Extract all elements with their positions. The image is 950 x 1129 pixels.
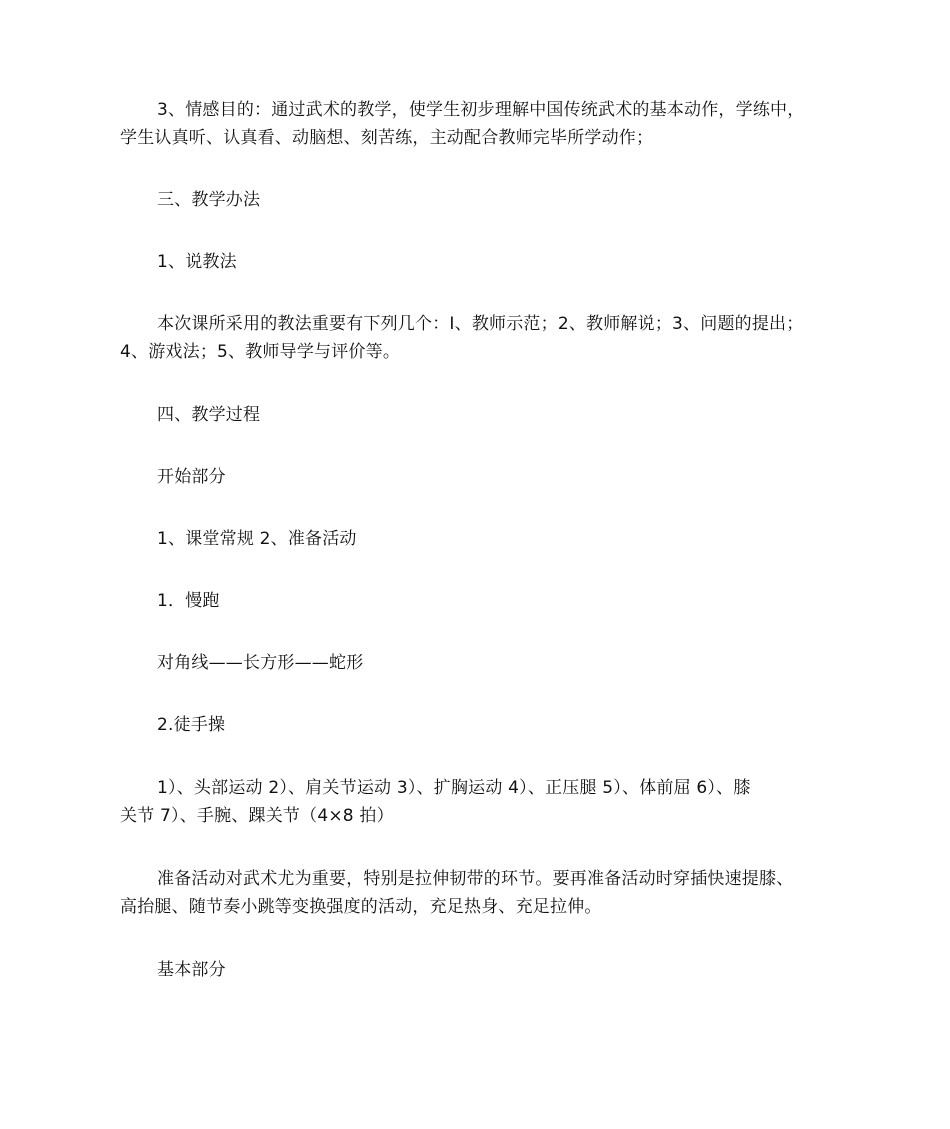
text-line: 开始部分 (157, 467, 226, 487)
heading-basic-part (120, 956, 832, 984)
heading-teaching-method-explanation (120, 248, 832, 276)
text-line: 准备活动对武术尤为重要，特别是拉伸韧带的环节。要再准备活动时穿插快速提膝、 (157, 869, 794, 889)
paragraph-exercise-list (120, 774, 832, 830)
heading-teaching-process (120, 401, 832, 429)
text-line: 1）、头部运动 2）、肩关节运动 3）、扩胸运动 4）、正压腿 5）、体前屈 6）、膝 (157, 778, 751, 798)
text-line: 4、游戏法；5、教师导学与评价等。 (120, 342, 401, 362)
text-line: 3、情感目的：通过武术的教学，使学生初步理解中国传统武术的基本动作，学练中， (157, 100, 805, 120)
heading-teaching-methods (120, 186, 832, 214)
text-line: 关节 7）、手腕、踝关节（4×8 拍） (120, 806, 394, 826)
paragraph-jogging (120, 587, 832, 615)
paragraph-routine-warmup (120, 525, 832, 553)
text-line: 学生认真听、认真看、动脑想、刻苦练，主动配合教师完毕所学动作； (120, 128, 654, 148)
text-line: 2.徒手操 (157, 715, 226, 735)
text-line: 1、课堂常规 2、准备活动 (157, 529, 357, 549)
text-line: 1、说教法 (157, 252, 237, 272)
text-line: 四、教学过程 (157, 405, 261, 425)
text-line: 基本部分 (157, 960, 226, 980)
text-line: 本次课所采用的教法重要有下列几个：Ⅰ、教师示范；2、教师解说；3、问题的提出； (157, 314, 804, 334)
text-line: 对角线——长方形——蛇形 (157, 653, 364, 673)
paragraph-warmup-importance (120, 865, 832, 921)
paragraph-freehand-exercise (120, 711, 832, 739)
text-line: 1．慢跑 (157, 591, 220, 611)
paragraph-affective-objective (120, 96, 832, 152)
paragraph-methods-list (120, 310, 832, 366)
heading-opening-part (120, 463, 832, 491)
text-line: 高抬腿、随节奏小跳等变换强度的活动，充足热身、充足拉伸。 (120, 897, 602, 917)
paragraph-jogging-route (120, 649, 832, 677)
text-line: 三、教学办法 (157, 190, 261, 210)
